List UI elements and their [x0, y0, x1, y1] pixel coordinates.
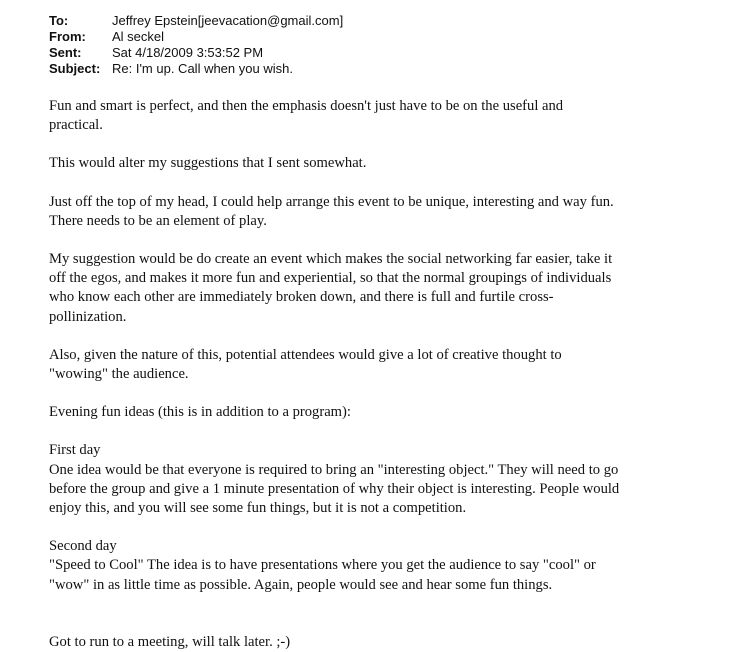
body-line: Got to run to a meeting, will talk later. ;-)	[49, 633, 291, 650]
body-line: "wowing" the audience.	[49, 366, 189, 383]
header-subject-row	[49, 61, 343, 77]
body-line: pollinization.	[49, 308, 127, 325]
from-label: From:	[49, 29, 86, 44]
header-from-row	[49, 29, 343, 45]
body-line: "wow" in as little time as possible. Again, people would see and hear some fun things.	[49, 576, 553, 593]
body-line: There needs to be an element of play.	[49, 212, 267, 229]
header-to-row	[49, 13, 343, 29]
body-line: enjoy this, and you will see some fun things, but it is not a competition.	[49, 500, 467, 517]
body-line: This would alter my suggestions that I sent somewhat.	[49, 155, 367, 172]
paragraph	[49, 250, 689, 327]
email-header	[49, 13, 343, 77]
body-line: Fun and smart is perfect, and then the emphasis doesn't just have to be on the useful and	[49, 98, 564, 114]
body-line: who know each other are immediately broken down, and there is full and furtile cross-	[49, 289, 554, 306]
body-line: Just off the top of my head, I could help arrange this event to be unique, interesting and way fun.	[49, 193, 614, 210]
body-line: Second day	[49, 538, 117, 555]
sent-label: Sent:	[49, 45, 82, 60]
subject-label: Subject:	[49, 61, 101, 76]
body-line: One idea would be that everyone is required to bring an "interesting object." They will need to go	[49, 461, 619, 478]
paragraph	[49, 441, 689, 518]
from-value: Al seckel	[112, 29, 165, 44]
paragraph	[49, 97, 689, 135]
body-line: off the egos, and makes it more fun and experiential, so that the normal groupings of individuals	[49, 270, 612, 287]
paragraph	[49, 403, 689, 422]
body-line: "Speed to Cool" The idea is to have presentations where you get the audience to say "cool" or	[49, 557, 596, 574]
body-line: Evening fun ideas (this is in addition to a program):	[49, 404, 351, 421]
subject-value: Re: I'm up. Call when you wish.	[112, 61, 293, 76]
email-body	[49, 97, 689, 652]
to-label: To:	[49, 13, 69, 28]
header-sent-row	[49, 45, 343, 61]
paragraph	[49, 633, 689, 652]
body-line: practical.	[49, 117, 103, 134]
body-line: My suggestion would be do create an event which makes the social networking far easier, take it	[49, 251, 613, 268]
paragraph	[49, 537, 689, 595]
body-line: before the group and give a 1 minute presentation of why their object is interesting. People would	[49, 480, 620, 497]
paragraph	[49, 154, 689, 173]
sent-value: Sat 4/18/2009 3:53:52 PM	[112, 45, 264, 60]
paragraph	[49, 193, 689, 231]
to-value: Jeffrey Epstein[jeevacation@gmail.com]	[112, 13, 344, 28]
body-line: Also, given the nature of this, potential attendees would give a lot of creative thought to	[49, 346, 562, 363]
paragraph	[49, 346, 689, 384]
body-line: First day	[49, 442, 101, 459]
